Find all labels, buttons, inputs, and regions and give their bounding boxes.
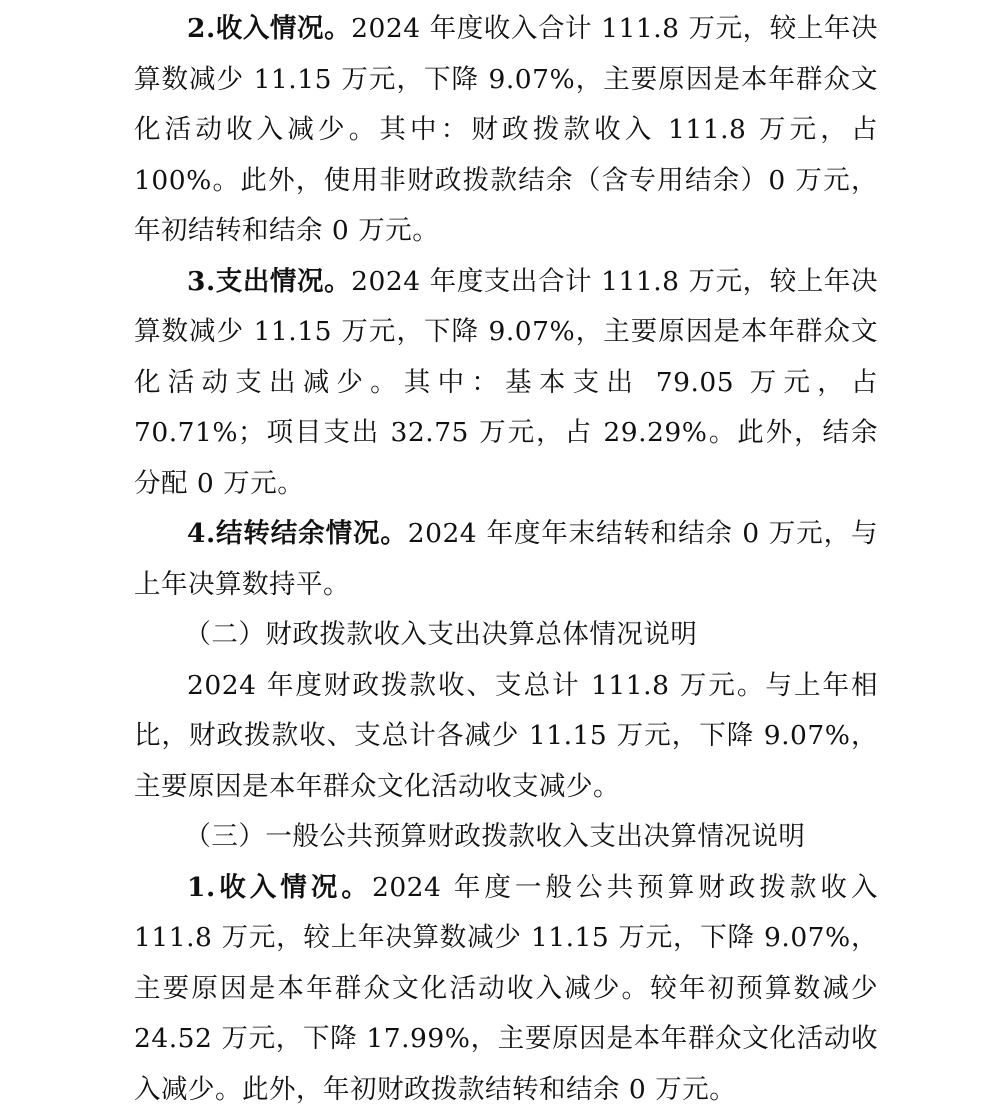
- income-paragraph: [134, 4, 878, 257]
- income-heading: 2.收入情况。: [187, 13, 351, 44]
- balance-paragraph: [134, 509, 878, 610]
- expense-text: 2024 年度支出合计 111.8 万元，较上年决算数减少 11.15 万元，下降 9.07%，主要原因是本年群众文化活动支出减少。其中：基本支出 79.05 万元，占 70.71%；项目支出 32.75 万元，占 29.29%。此外，结余分配 0 万元。: [134, 266, 878, 499]
- document-page: [134, 4, 878, 1115]
- expense-paragraph: [134, 257, 878, 510]
- section-3-heading: （三）一般公共预算财政拨款收入支出决算情况说明: [134, 812, 878, 863]
- balance-text: 2024 年度年末结转和结余 0 万元，与上年决算数持平。: [134, 518, 878, 600]
- section-3-income-text: 2024 年度一般公共预算财政拨款收入 111.8 万元，较上年决算数减少 11.15 万元，下降 9.07%，主要原因是本年群众文化活动收入减少。较年初预算数减少 24.52 万元，下降 17.99%，主要原因是本年群众文化活动收入减少。此外，年初财政拨款结转和结余 0 万元。: [134, 872, 878, 1105]
- income-text: 2024 年度收入合计 111.8 万元，较上年决算数减少 11.15 万元，下降 9.07%，主要原因是本年群众文化活动收入减少。其中：财政拨款收入 111.8 万元，占 100%。此外，使用非财政拨款结余（含专用结余）0 万元，年初结转和结余 0 万元。: [134, 13, 878, 246]
- section-3-income-paragraph: [134, 863, 878, 1115]
- expense-heading: 3.支出情况。: [187, 266, 351, 297]
- section-2-paragraph: 2024 年度财政拨款收、支总计 111.8 万元。与上年相比，财政拨款收、支总计各减少 11.15 万元，下降 9.07%，主要原因是本年群众文化活动收支减少。: [134, 661, 878, 813]
- balance-heading: 4.结转结余情况。: [187, 518, 408, 549]
- section-3-income-heading: 1.收入情况。: [187, 872, 372, 903]
- section-2-heading: （二）财政拨款收入支出决算总体情况说明: [134, 610, 878, 661]
